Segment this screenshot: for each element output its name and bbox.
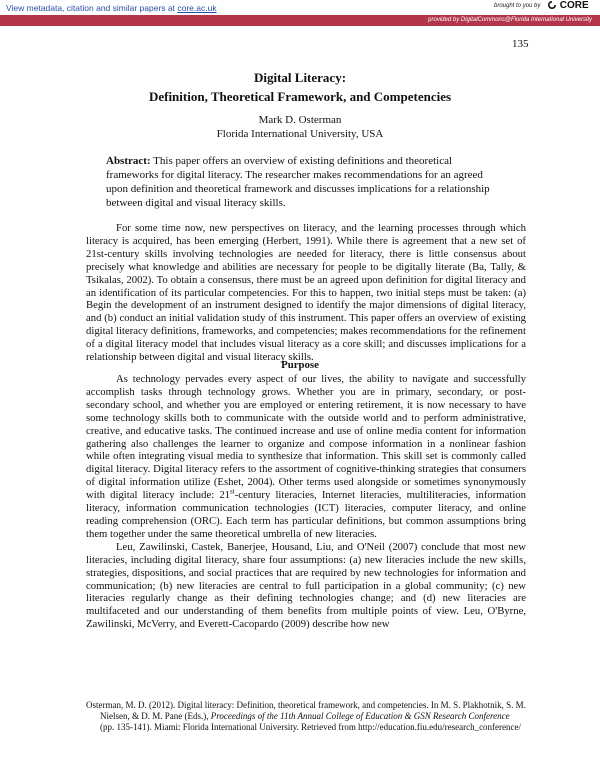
provided-by-banner (0, 15, 600, 26)
author-name: Mark D. Osterman (258, 114, 342, 126)
abstract-text: This paper offers an overview of existing definitions and theoretical frameworks for digital literacy. The researcher makes recommendations for an agreed upon definition and theoretical framework and discusses implications for a relationship between digital and visual literacy skills. (106, 155, 490, 209)
purpose-paragraph (86, 373, 526, 541)
brought-by-text: brought to you by (494, 3, 541, 9)
citation-proceedings-title: Proceedings of the 11th Annual College of Education & GSN Research Conference (210, 711, 510, 721)
citation-footnote (86, 700, 526, 733)
purpose-text-after-sup: -century literacies, Internet literacies, multiliteracies, information literacy, information communication technologies (ICT) literacies, computer literacy, and online reading comprehension (ORC). Each term has particular definitions, but common assumptions bring them together under the same theoretical umbrella of new literacies. (86, 489, 526, 540)
provided-by-text: provided by DigitalCommons@Florida International University (428, 17, 592, 23)
purpose-section (86, 373, 526, 631)
abstract-label: Abstract: (106, 155, 151, 167)
author-affiliation: Florida International University, USA (216, 128, 384, 140)
core-header-bar (0, 0, 600, 28)
citation-part1: Osterman, M. D. (2012). Digital literacy: Definition, theoretical framework, and competencies. In M. S. Plakhotnik, S. M. Nielsen, & D. M. Pane (Eds.), (86, 700, 526, 721)
page-number: 135 (512, 38, 529, 50)
core-logo[interactable] (547, 0, 589, 11)
purpose-superscript: st (230, 487, 235, 496)
paper-title-line2: Definition, Theoretical Framework, and Competencies (148, 89, 452, 104)
core-logo-icon (547, 0, 557, 10)
citation-text (86, 700, 526, 733)
leu-paragraph: Leu, Zawilinski, Castek, Banerjee, Housand, Liu, and O'Neil (2007) conclude that most new literacies, including digital literacy, share four assumptions: (a) new literacies include the new skills, strategies, dispositions, and social practices that are required by new technologies for information and communication; (b) new literacies are central to full participation in a global community; (c) new literacies regularly change as their defining technologies change; and (d) new literacies are multifaceted and our understanding of them benefits from multiple points of view. Leu, O'Byrne, Zawilinski, McVerry, and Everett-Cacopardo (2009) describe how new (86, 540, 526, 631)
core-link-url[interactable]: core.ac.uk (177, 3, 217, 13)
purpose-text-before-sup: As technology pervades every aspect of our lives, the ability to navigate and successfully accomplish tasks through technology grows. Whether you are in primary, secondary, or post-secondary school, and whether you are employed or entering retirement, it is now necessary to have some technology skills both to communicate with the outside world and to perform administrative, creative, and educative tasks. The continued increase and use of online media content for information gathering also challenges the learner to organize and compose information in a nonlinear fashion while often integrating visual media to synthesize that information. This skill set is commonly called digital literacy. Digital literacy refers to the assortment of cognitive-thinking strategies that consumers of digital information utilize (Eshet, 2004). Other terms used alongside or sometimes synonymously with digital literacy include: 21 (86, 373, 526, 502)
intro-paragraph: For some time now, new perspectives on literacy, and the learning processes through which literacy is acquired, has been emerging (Herbert, 1991). While there is agreement that a new set of 21st-century skills involving technologies are needed for literacy, there is little consensus about precisely what knowledge and abilities are necessary for people to be digitally literate (Ba, Tally, & Tsikalas, 2002). To obtain a consensus, there must be an agreed upon definition for digital literacy and an identification of its particular competencies. For this to happen, two initial steps must be taken: (a) Begin the development of an instrument designed to identify the major dimensions of digital literacy, and (b) conduct an initial validation study of this instrument. This paper offers an overview of existing digital literacy definitions, frameworks, and competencies; makes recommendations for the refinement of a digital literacy model that includes visual literacy as a core skill; and discusses implications for a relationship between digital and visual literacy skills. (86, 222, 526, 364)
purpose-heading: Purpose (281, 359, 319, 371)
core-logo-text: CORE (559, 0, 589, 11)
core-metadata-link[interactable] (6, 3, 217, 13)
core-link-prefix: View metadata, citation and similar papers at (6, 3, 175, 13)
abstract (106, 154, 506, 210)
paper-title-line1: Digital Literacy: (253, 70, 347, 85)
citation-part2: (pp. 135-141). Miami: Florida International University. Retrieved from http://education.fiu.edu/research_conference/ (100, 722, 522, 732)
intro-section (86, 222, 526, 364)
